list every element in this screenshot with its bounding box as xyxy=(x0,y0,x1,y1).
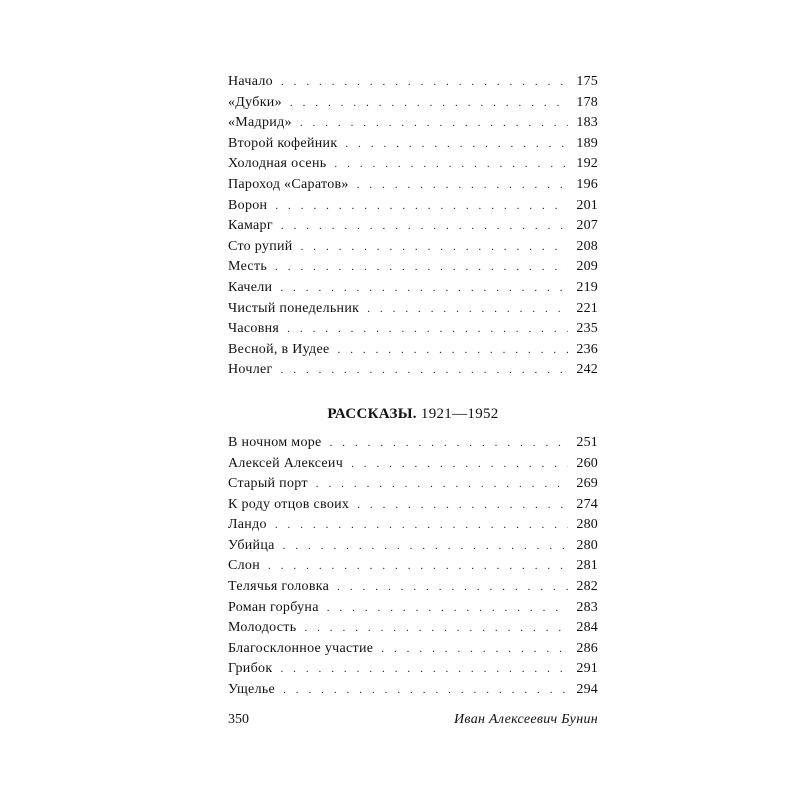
toc-entry-page: 283 xyxy=(576,599,598,615)
toc-entry xyxy=(228,556,598,577)
dot-leader xyxy=(334,154,568,175)
dot-leader xyxy=(275,196,568,217)
toc-entry-title: Молодость xyxy=(228,620,297,636)
dot-leader xyxy=(345,134,568,155)
toc-entry-title: Ландо xyxy=(228,517,267,533)
toc-entry-title: Телячья головка xyxy=(228,579,330,595)
dot-leader xyxy=(275,257,568,278)
toc-entry-title: Старый порт xyxy=(228,476,308,492)
toc-entry-title: Грибок xyxy=(228,661,273,677)
toc-entry xyxy=(228,536,598,557)
toc-entry-title: Чистый понедельник xyxy=(228,300,360,316)
toc-entry-page: 280 xyxy=(576,537,598,553)
toc-entry-page: 208 xyxy=(576,238,598,254)
toc-entry xyxy=(228,216,598,237)
dot-leader xyxy=(283,680,568,701)
toc-entry xyxy=(228,495,598,516)
toc-entry xyxy=(228,175,598,196)
dot-leader xyxy=(280,659,568,680)
toc-list-part1 xyxy=(228,72,598,381)
toc-entry xyxy=(228,113,598,134)
toc-entry-page: 282 xyxy=(576,579,598,595)
toc-entry-page: 269 xyxy=(576,476,598,492)
toc-entry-title: Часовня xyxy=(228,321,280,337)
toc-entry xyxy=(228,598,598,619)
toc-entry-page: 251 xyxy=(576,434,598,450)
toc-entry-title: Сто рупий xyxy=(228,238,293,254)
toc-list-part2 xyxy=(228,433,598,701)
section-heading xyxy=(228,403,598,425)
toc-entry-title: Ущелье xyxy=(228,682,276,698)
toc-entry-title: Ночлег xyxy=(228,362,273,378)
toc-entry xyxy=(228,134,598,155)
toc-entry xyxy=(228,639,598,660)
toc-entry-title: «Мадрид» xyxy=(228,115,292,131)
toc-entry xyxy=(228,278,598,299)
dot-leader xyxy=(351,454,568,475)
toc-entry-title: К роду отцов своих xyxy=(228,496,350,512)
dot-leader xyxy=(337,577,568,598)
toc-entry xyxy=(228,454,598,475)
dot-leader xyxy=(300,113,568,134)
page-footer xyxy=(228,710,598,730)
toc-entry-page: 235 xyxy=(576,321,598,337)
dot-leader xyxy=(281,216,568,237)
toc-entry xyxy=(228,72,598,93)
toc-entry-page: 192 xyxy=(576,156,598,172)
dot-leader xyxy=(338,340,569,361)
toc-entry xyxy=(228,340,598,361)
section-title: РАССКАЗЫ. xyxy=(327,405,417,422)
toc-entry-page: 209 xyxy=(576,259,598,275)
toc-entry xyxy=(228,360,598,381)
toc-entry-title: Ворон xyxy=(228,197,268,213)
toc-entry-title: Слон xyxy=(228,558,261,574)
toc-entry-page: 219 xyxy=(576,279,598,295)
section-years: 1921—1952 xyxy=(420,405,499,422)
toc-entry xyxy=(228,237,598,258)
dot-leader xyxy=(301,237,568,258)
toc-entry-page: 178 xyxy=(576,94,598,110)
toc-entry-title: «Дубки» xyxy=(228,94,282,110)
toc-entry-page: 291 xyxy=(576,661,598,677)
dot-leader xyxy=(280,278,568,299)
toc-entry-page: 236 xyxy=(576,341,598,357)
toc-entry-page: 284 xyxy=(576,620,598,636)
dot-leader xyxy=(281,360,568,381)
dot-leader xyxy=(316,474,568,495)
dot-leader xyxy=(281,72,568,93)
toc-entry xyxy=(228,474,598,495)
page-number: 350 xyxy=(228,712,249,727)
toc-entry xyxy=(228,433,598,454)
toc-entry-page: 274 xyxy=(576,496,598,512)
dot-leader xyxy=(357,495,568,516)
toc-entry xyxy=(228,299,598,320)
toc-entry xyxy=(228,257,598,278)
running-footer-author: Иван Алексеевич Бунин xyxy=(454,712,598,727)
dot-leader xyxy=(330,433,568,454)
toc-entry-title: Весной, в Иудее xyxy=(228,341,330,357)
toc-entry-page: 207 xyxy=(576,218,598,234)
dot-leader xyxy=(283,536,568,557)
toc-entry-page: 189 xyxy=(576,135,598,151)
toc-entry-title: Пароход «Саратов» xyxy=(228,176,349,192)
toc-entry xyxy=(228,196,598,217)
toc-entry-page: 221 xyxy=(576,300,598,316)
toc-entry xyxy=(228,618,598,639)
toc-entry-page: 196 xyxy=(576,176,598,192)
toc-entry-page: 280 xyxy=(576,517,598,533)
toc-entry-title: Холодная осень xyxy=(228,156,327,172)
toc-entry-page: 286 xyxy=(576,640,598,656)
toc-entry-title: Начало xyxy=(228,74,273,89)
toc-entry-title: Роман горбуна xyxy=(228,599,319,615)
dot-leader xyxy=(381,639,568,660)
dot-leader xyxy=(357,175,568,196)
toc-entry xyxy=(228,680,598,701)
dot-leader xyxy=(268,556,568,577)
toc-entry-page: 175 xyxy=(576,74,598,89)
book-page xyxy=(228,72,598,748)
toc-entry-title: Камарг xyxy=(228,218,273,234)
toc-entry-page: 294 xyxy=(576,682,598,698)
dot-leader xyxy=(275,515,568,536)
dot-leader xyxy=(287,319,568,340)
toc-entry-page: 201 xyxy=(576,197,598,213)
toc-entry-title: Убийца xyxy=(228,537,275,553)
dot-leader xyxy=(290,93,568,114)
toc-entry-title: Второй кофейник xyxy=(228,135,338,151)
toc-entry-page: 242 xyxy=(576,362,598,378)
toc-entry-title: Качели xyxy=(228,279,273,295)
toc-entry-title: Месть xyxy=(228,259,268,275)
dot-leader xyxy=(327,598,568,619)
toc-entry xyxy=(228,577,598,598)
toc-entry-page: 281 xyxy=(576,558,598,574)
toc-entry-title: Благосклонное участие xyxy=(228,640,374,656)
toc-entry-page: 260 xyxy=(576,455,598,471)
toc-entry xyxy=(228,515,598,536)
dot-leader xyxy=(367,299,568,320)
toc-entry xyxy=(228,154,598,175)
toc-entry xyxy=(228,319,598,340)
dot-leader xyxy=(304,618,568,639)
toc-entry-title: Алексей Алексеич xyxy=(228,455,344,471)
toc-entry xyxy=(228,93,598,114)
toc-entry-page: 183 xyxy=(576,115,598,131)
toc-entry xyxy=(228,659,598,680)
toc-entry-title: В ночном море xyxy=(228,434,322,450)
